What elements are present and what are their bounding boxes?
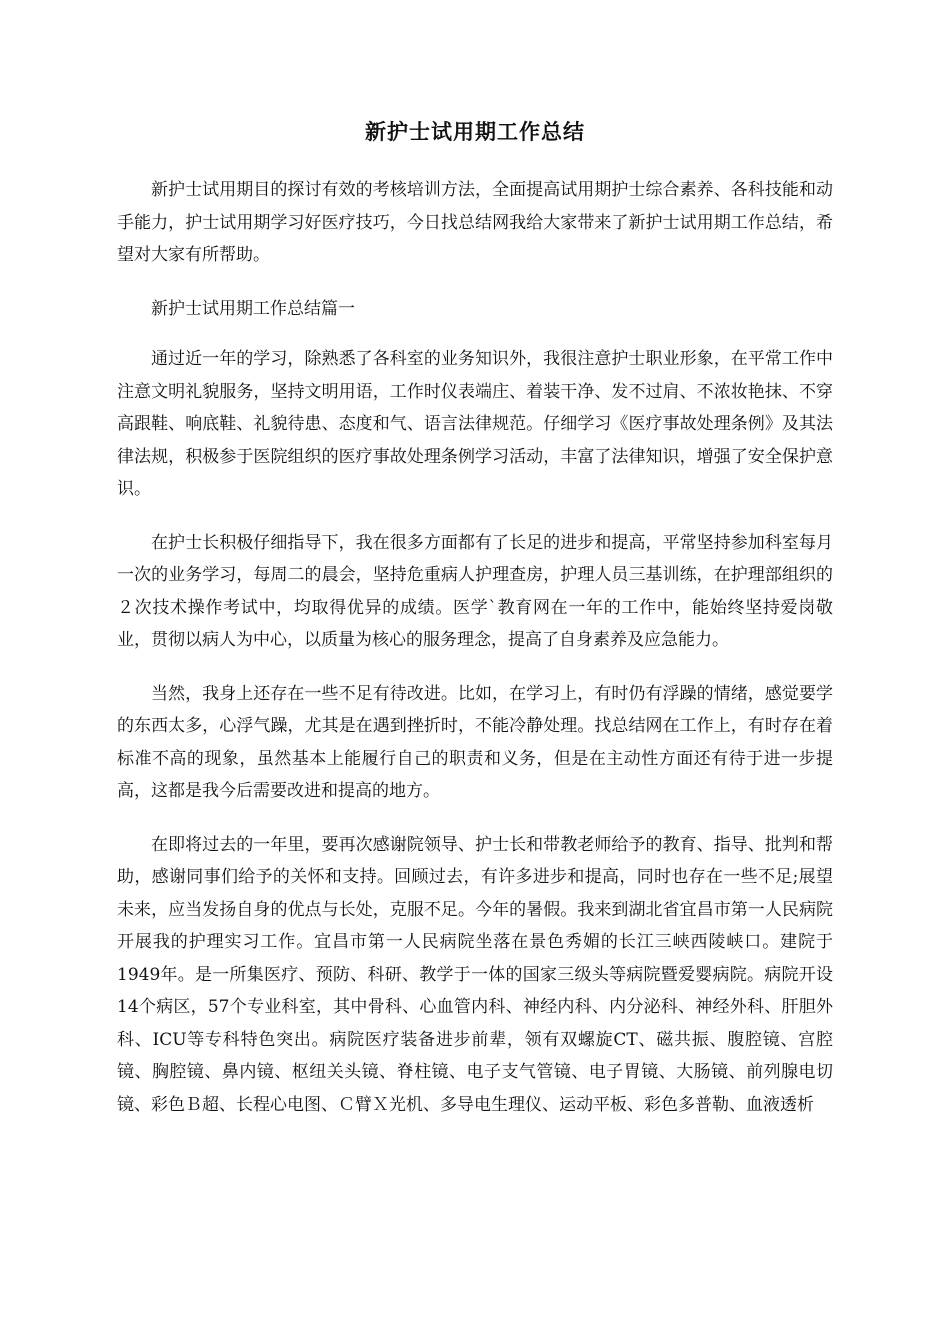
body-paragraph: 通过近一年的学习，除熟悉了各科室的业务知识外，我很注意护士职业形象，在平常工作中注意文明礼貌服务，坚持文明用语，工作时仪表端庄、着装干净、发不过肩、不浓妆艳抹、不穿高跟鞋、响底鞋、礼貌待患、态度和气、语言法律规范。仔细学习《医疗事故处理条例》及其法律法规，积极参于医院组织的医疗事故处理条例学习活动，丰富了法律知识，增强了安全保护意识。	[117, 349, 833, 499]
document-title: 新护士试用期工作总结	[365, 120, 585, 144]
body-paragraph: 在护士长积极仔细指导下，我在很多方面都有了长足的进步和提高，平常坚持参加科室每月一次的业务学习，每周二的晨会，坚持危重病人护理查房，护理人员三基训练，在护理部组织的２次技术操作考试中，均取得优异的成绩。医学`教育网在一年的工作中，能始终坚持爱岗敬业，贯彻以病人为中心，以质量为核心的服务理念，提高了自身素养及应急能力。	[117, 532, 833, 650]
section-heading: 新护士试用期工作总结篇一	[151, 298, 355, 319]
document-page	[117, 112, 833, 1142]
intro-paragraph: 新护士试用期目的探讨有效的考核培训方法，全面提高试用期护士综合素养、各科技能和动手能力，护士试用期学习好医疗技巧，今日找总结网我给大家带来了新护士试用期工作总结，希望对大家有所帮助。	[117, 180, 833, 265]
body-paragraph: 当然，我身上还存在一些不足有待改进。比如，在学习上，有时仍有浮躁的情绪，感觉要学的东西太多，心浮气躁，尤其是在遇到挫折时，不能冷静处理。找总结网在工作上，有时存在着标准不高的现象，虽然基本上能履行自己的职责和义务，但是在主动性方面还有待于进一步提高，这都是我今后需要改进和提高的地方。	[117, 683, 833, 801]
body-paragraph: 在即将过去的一年里，要再次感谢院领导、护士长和带教老师给予的教育、指导、批判和帮助，感谢同事们给予的关怀和支持。回顾过去，有许多进步和提高，同时也存在一些不足;展望未来，应当发扬自身的优点与长处，克服不足。今年的暑假。我来到湖北省宜昌市第一人民病院开展我的护理实习工作。宜昌市第一人民病院坐落在景色秀媚的长江三峡西陵峡口。建院于1949年。是一所集医疗、预防、科研、教学于一体的国家三级头等病院暨爱婴病院。病院开设14个病区，57个专业科室，其中骨科、心血管内科、神经内科、内分泌科、神经外科、肝胆外科、ICU等专科特色突出。病院医疗装备进步前辈，领有双螺旋CT、磁共振、腹腔镜、宫腔镜、胸腔镜、鼻内镜、枢纽关头镜、脊柱镜、电子支气管镜、电子胃镜、大肠镜、前列腺电切镜、彩色Ｂ超、长程心电图、Ｃ臂Ｘ光机、多导电生理仪、运动平板、彩色多普勒、血液透析	[117, 834, 833, 1115]
